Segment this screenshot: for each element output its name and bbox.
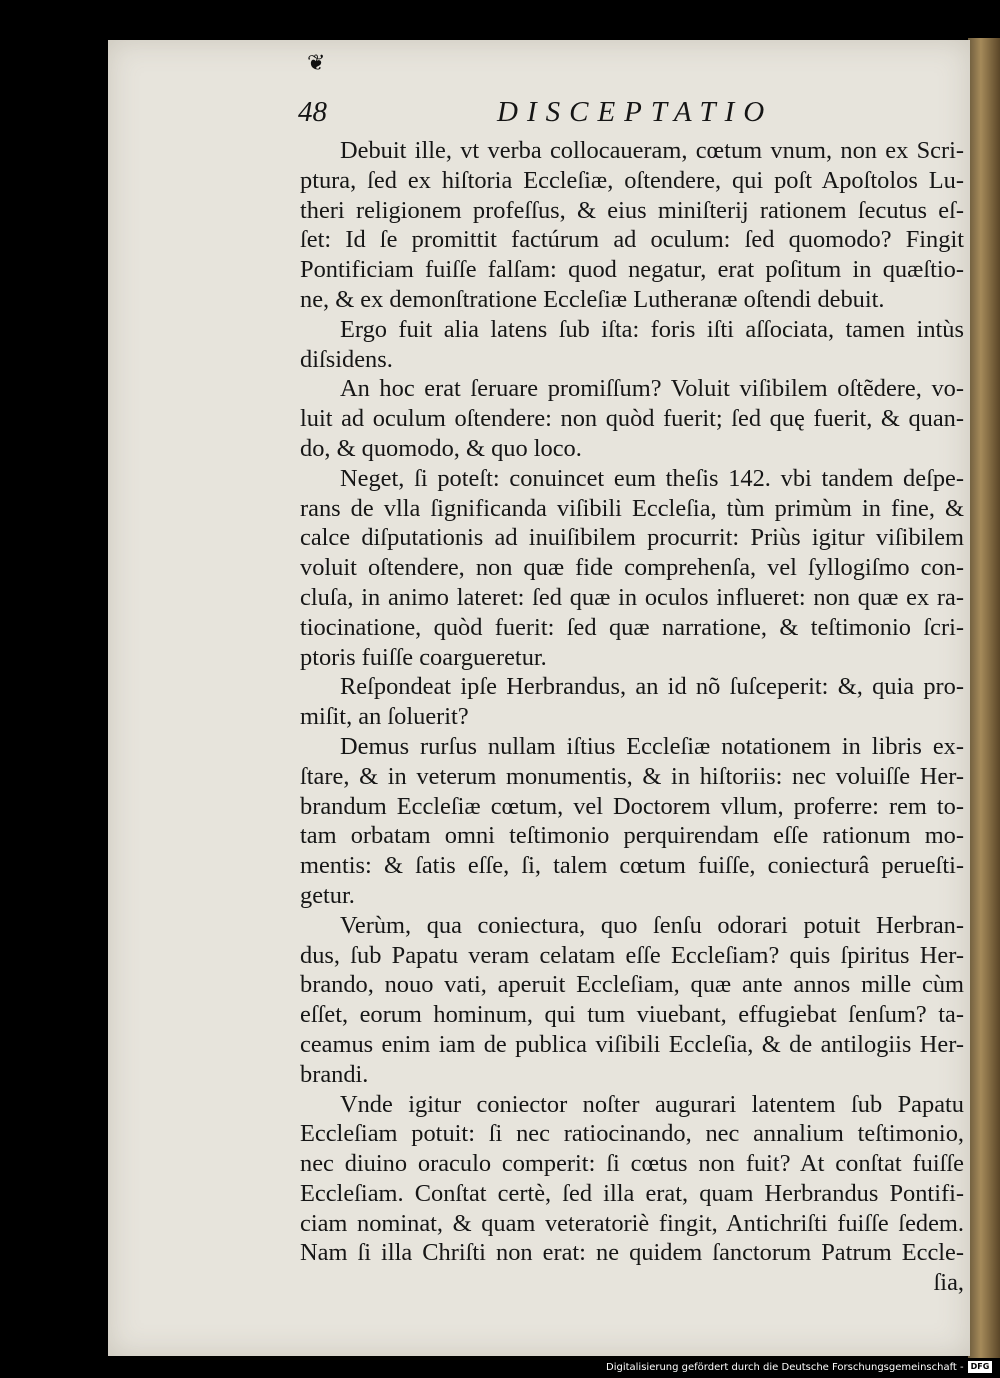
text-line: Debuit ille, vt verba collocaueram, cœtum vnum, non ex Scri- (340, 137, 964, 164)
text-line: cluſa, in animo lateret: ſed quæ in oculos influeret: non quæ ex ra- (300, 583, 964, 611)
digitization-credit: Digitalisierung gefördert durch die Deutsche Forschungsgemeinschaft - (606, 1362, 964, 1373)
page-number: 48 (298, 96, 327, 128)
text-line: rans de vlla ſignificanda viſibili Eccleſia, tùm primùm in fine, & (300, 494, 964, 522)
text-line: Demus rurſus nullam iſtius Eccleſiæ notationem in libris ex- (340, 732, 964, 760)
text-line: theri religionem profeſſus, & eius miniſterij rationem ſecutus eſ- (300, 196, 964, 224)
text-line: Nam ſi illa Chriſti non erat: ne quidem ſanctorum Patrum Eccle- (300, 1239, 964, 1267)
text-line: calce diſputationis ad inuiſibilem procurrit: Priùs igitur viſibilem (300, 524, 964, 552)
text-line: getur. (300, 881, 355, 909)
text-line: dus, ſub Papatu veram celatam eſſe Eccleſiam? quis ſpiritus Her- (300, 941, 964, 969)
text-line: brando, nouo vati, aperuit Eccleſiam, quæ ante annos mille cùm (300, 971, 964, 999)
text-line: ſia, (933, 1269, 964, 1297)
dfg-logo: DFG (968, 1361, 992, 1373)
text-line: do, & quomodo, & quo loco. (300, 434, 582, 462)
text-line: Eccleſiam. Conſtat certè, ſed illa erat, quam Herbrandus Pontifi- (300, 1179, 964, 1207)
text-line: Ergo fuit alia latens ſub iſta: foris iſti aſſociata, tamen intùs (340, 315, 964, 343)
text-line: miſit, an ſoluerit? (300, 703, 469, 731)
text-line: Verùm, qua coniectura, quo ſenſu odorari potuit Herbran- (340, 911, 964, 939)
text-line: luit ad oculum oſtendere: non quòd fuerit; ſed quę fuerit, & quan- (300, 405, 964, 433)
ornament-glyph: ❦ (307, 50, 326, 75)
text-line: ptura, ſed ex hiſtoria Eccleſiæ, oſtendere, qui poſt Apoſtolos Lu- (300, 166, 964, 194)
text-line: voluit oſtendere, non quæ fide comprehenſa, vel ſyllogiſmo con- (300, 554, 964, 582)
text-line: diſsidens. (300, 345, 393, 373)
text-line: brandum Eccleſiæ cœtum, vel Doctorem vllum, proferre: rem to- (300, 792, 964, 820)
text-line: Neget, ſi poteſt: conuincet eum theſis 142. vbi tandem deſpe- (340, 464, 964, 492)
text-line: An hoc erat ſeruare promiſſum? Voluit viſibilem oſtẽdere, vo- (340, 375, 964, 403)
text-line: ſtare, & in veterum monumentis, & in hiſtoriis: nec voluiſſe Her- (300, 762, 964, 790)
text-line: nec diuino oraculo comperit: ſi cœtus non fuit? At conſtat fuiſſe (300, 1150, 964, 1178)
text-line: ptoris fuiſſe coargueretur. (300, 643, 547, 671)
text-line: Reſpondeat ipſe Herbrandus, an id nõ ſuſceperit: &, quia pro- (340, 673, 964, 701)
body-text (300, 136, 964, 1298)
book-spine-edge (968, 38, 1000, 1358)
text-line: Eccleſiam potuit: ſi nec ratiocinando, nec annalium teſtimonio, (300, 1120, 964, 1148)
text-line: Vnde igitur coniector noſter augurari latentem ſub Papatu (340, 1090, 964, 1118)
text-line: Pontificiam fuiſſe falſam: quod negatur, erat poſitum in quæſtio- (300, 256, 964, 284)
text-line: ne, & ex demonſtratione Eccleſiæ Lutheranæ oſtendi debuit. (300, 285, 885, 313)
text-line: ciam nominat, & quam veteratoriè fingit, Antichriſti fuiſſe ſedem. (300, 1209, 964, 1237)
text-line: ſet: Id ſe promittit factúrum ad oculum: ſed quomodo? Fingit (300, 226, 964, 254)
text-line: ceamus enim iam de publica viſibili Eccleſia, & de antilogiis Her- (300, 1030, 964, 1058)
text-line: brandi. (300, 1060, 369, 1088)
running-head: DISCEPTATIO (497, 96, 774, 128)
text-line: tiocinatione, quòd fuerit: ſed quæ narratione, & teſtimonio ſcri- (300, 613, 964, 641)
text-line: eſſet, eorum hominum, qui tum viuebant, effugiebat ſenſum? ta- (300, 1001, 964, 1029)
text-line: tam orbatam omni teſtimonio perquirendam eſſe rationum mo- (300, 822, 964, 850)
text-line: mentis: & ſatis eſſe, ſi, talem cœtum fuiſſe, coniecturâ perueſti- (300, 852, 964, 880)
